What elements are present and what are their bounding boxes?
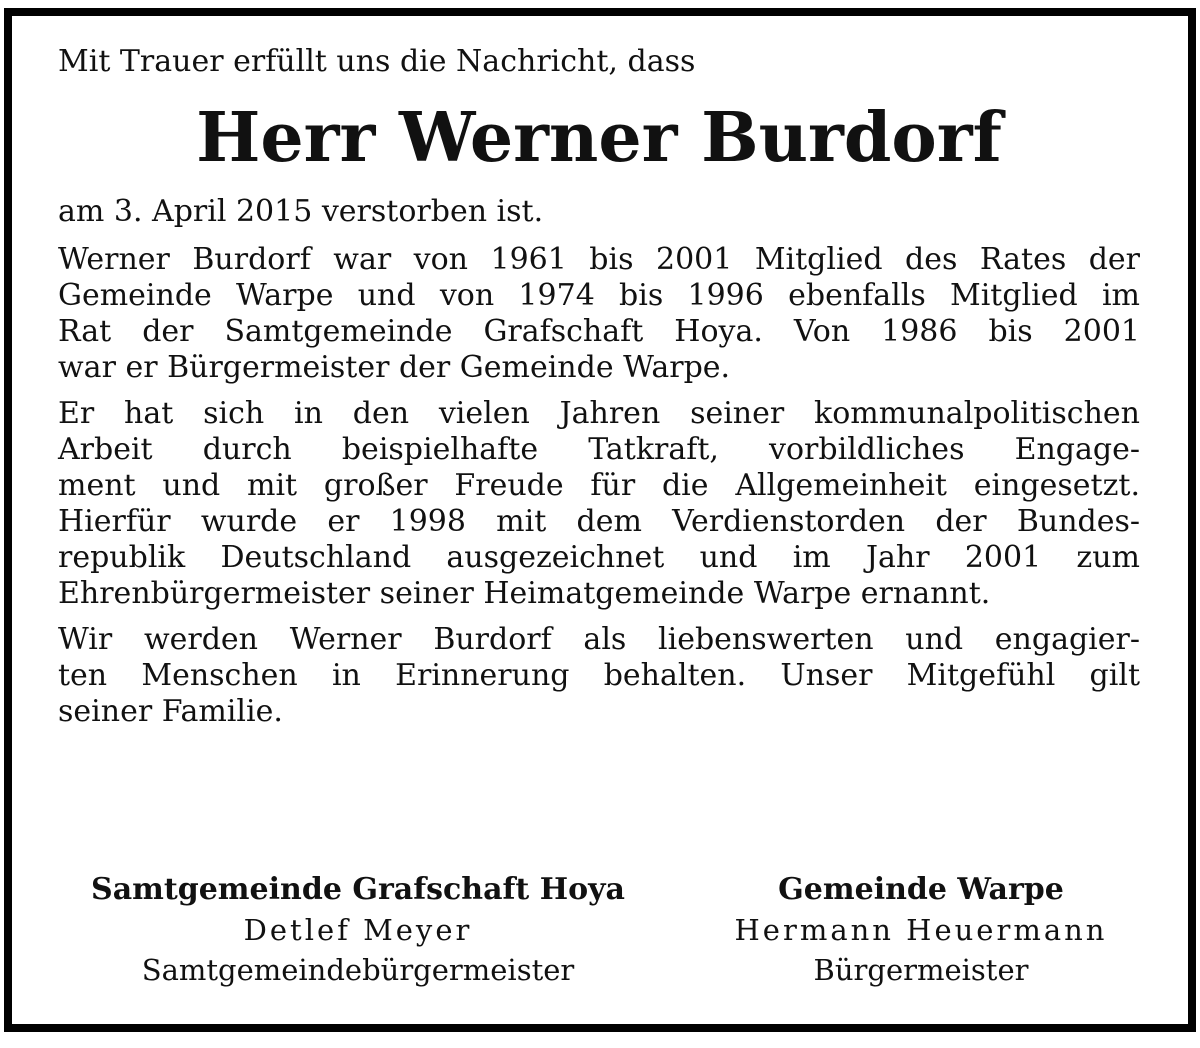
paragraph-line: ment und mit großer Freude für die Allgemeinheit eingesetzt. — [58, 468, 1140, 503]
paragraph-line: Ehrenbürgermeister seiner Heimatgemeinde Warpe ernannt. — [58, 576, 991, 611]
signature-organization: Gemeinde Warpe — [778, 872, 1064, 907]
signature-samtgemeinde — [58, 870, 658, 990]
paragraph-line: Gemeinde Warpe und von 1974 bis 1996 ebenfalls Mitglied im — [58, 278, 1140, 313]
signature-role: Bürgermeister — [813, 953, 1029, 987]
signature-gemeinde — [698, 870, 1144, 990]
paragraph-line: Hierfür wurde er 1998 mit dem Verdienstorden der Bundes- — [58, 504, 1140, 539]
paragraph-line: seiner Familie. — [58, 694, 283, 729]
paragraph-remembrance — [58, 622, 1140, 730]
paragraph-line: ten Menschen in Erinnerung behalten. Unser Mitgefühl gilt — [58, 658, 1140, 693]
paragraph-honors — [58, 396, 1140, 612]
signature-organization: Samtgemeinde Grafschaft Hoya — [91, 872, 625, 907]
paragraph-line: Er hat sich in den vielen Jahren seiner kommunalpolitischen — [58, 396, 1140, 431]
paragraph-line: republik Deutschland ausgezeichnet und im Jahr 2001 zum — [58, 540, 1140, 575]
signature-role: Samtgemeindebürgermeister — [141, 953, 575, 987]
death-date-line: am 3. April 2015 verstorben ist. — [58, 194, 544, 229]
paragraph-line: Rat der Samtgemeinde Grafschaft Hoya. Von 1986 bis 2001 — [58, 314, 1140, 349]
paragraph-line: Werner Burdorf war von 1961 bis 2001 Mitglied des Rates der — [58, 242, 1140, 277]
paragraph-line: Arbeit durch beispielhafte Tatkraft, vorbildliches Engage- — [58, 432, 1140, 467]
deceased-name: Herr Werner Burdorf — [196, 98, 1002, 178]
signature-person: Hermann Heuermann — [734, 913, 1108, 947]
intro-text: Mit Trauer erfüllt uns die Nachricht, dass — [58, 44, 696, 79]
paragraph-career — [58, 242, 1140, 386]
signature-person: Detlef Meyer — [243, 913, 473, 947]
paragraph-line: war er Bürgermeister der Gemeinde Warpe. — [58, 350, 731, 385]
paragraph-line: Wir werden Werner Burdorf als liebenswerten und engagier- — [58, 622, 1140, 657]
obituary-notice — [58, 42, 1140, 730]
